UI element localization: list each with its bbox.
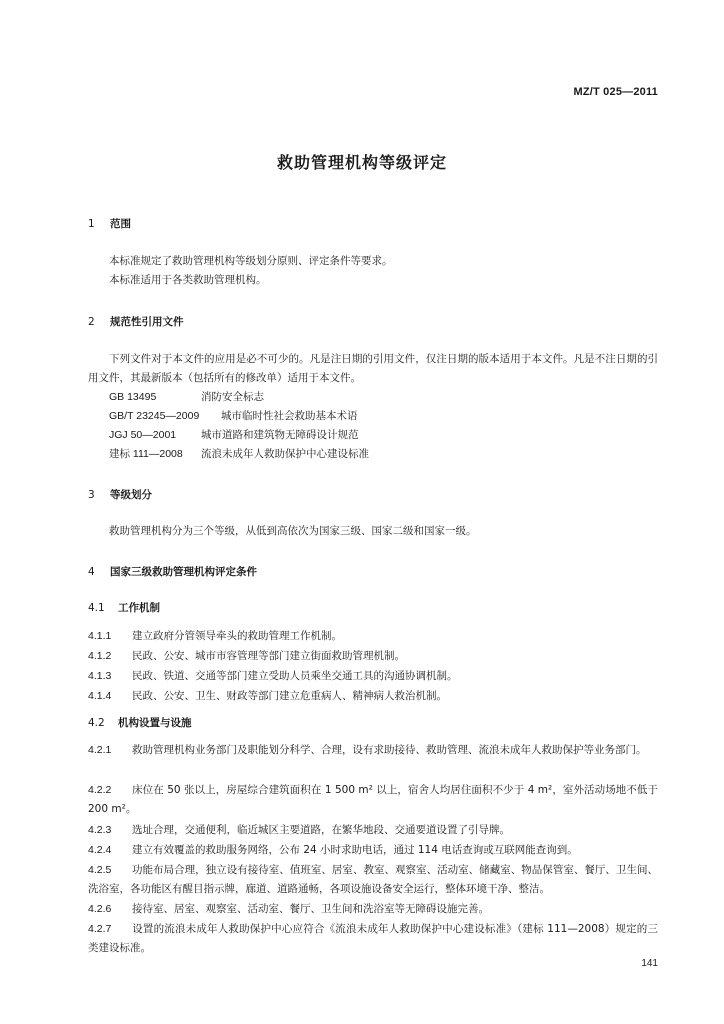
clause — [88, 687, 658, 706]
standard-code: MZ/T 025—2011 — [573, 86, 658, 98]
reference-title: 城市道路和建筑物无障碍设计规范 — [201, 429, 359, 441]
clause-text: 设置的流浪未成年人救助保护中心应符合《流浪未成年人救助保护中心建设标准》（建标 111—2008）规定的三类建设标准。 — [88, 923, 658, 954]
clause-number: 4.2.5 — [88, 864, 112, 876]
section-number: 4 — [88, 566, 95, 578]
section-1-heading — [88, 216, 131, 231]
clause — [88, 627, 658, 646]
subsection-4-2-heading — [88, 715, 192, 730]
section-3-heading — [88, 487, 152, 502]
clause-text: 建立政府分管领导牵头的救助管理工作机制。 — [132, 630, 342, 642]
reference-code: 建标 111—2008 — [109, 448, 183, 460]
clause-text: 救助管理机构业务部门及职能划分科学、合理，设有求助接待、救助管理、流浪未成年人救助保护等业务部门。 — [132, 744, 647, 756]
clause-number: 4.2.4 — [88, 844, 112, 856]
section-number: 2 — [88, 316, 95, 328]
clause-number: 4.1.1 — [88, 630, 112, 642]
page-number: 141 — [641, 958, 658, 969]
section-2-heading — [88, 314, 184, 329]
section-number: 3 — [88, 489, 95, 501]
reference-code: GB 13495 — [109, 391, 157, 403]
clause — [88, 821, 658, 840]
clause — [88, 781, 658, 819]
section-title: 规范性引用文件 — [110, 316, 184, 328]
clause-number: 4.2.6 — [88, 903, 112, 915]
clause-text: 民政、公安、卫生、财政等部门建立危重病人、精神病人救治机制。 — [132, 690, 447, 702]
reference-code: JGJ 50—2001 — [109, 429, 177, 441]
clause — [88, 741, 658, 760]
clause-text: 民政、铁道、交通等部门建立受助人员乘坐交通工具的沟通协调机制。 — [132, 670, 458, 682]
section-title: 等级划分 — [110, 489, 152, 501]
document-title: 救助管理机构等级评定 — [276, 153, 447, 172]
clause-number: 4.2.2 — [88, 784, 112, 796]
clause — [88, 667, 658, 686]
clause-text: 建立有效覆盖的救助服务网络，公布 24 小时求助电话，通过 114 电话查询或互联网能查询到。 — [132, 844, 578, 856]
clause-number: 4.1.3 — [88, 670, 112, 682]
reference-item — [109, 388, 264, 407]
clause-number: 4.1.2 — [88, 650, 112, 662]
subsection-title: 机构设置与设施 — [118, 717, 192, 729]
clause-text: 床位在 50 张以上，房屋综合建筑面积在 1 500 m² 以上，宿舍人均居住面积不少于 4 m²，室外活动场地不低于 200 m²。 — [88, 784, 658, 815]
paragraph: 本标准规定了救助管理机构等级划分原则、评定条件等要求。 — [109, 255, 393, 267]
paragraph: 本标准适用于各类救助管理机构。 — [109, 274, 267, 286]
clause-number: 4.2.1 — [88, 744, 112, 756]
subsection-number: 4.1 — [88, 602, 105, 614]
clause-number: 4.2.3 — [88, 824, 112, 836]
clause — [88, 920, 658, 958]
section-title: 国家三级救助管理机构评定条件 — [110, 566, 257, 578]
subsection-title: 工作机制 — [118, 602, 160, 614]
clause-number: 4.1.4 — [88, 690, 112, 702]
reference-item — [109, 407, 358, 426]
section-number: 1 — [88, 218, 95, 230]
clause-number: 4.2.7 — [88, 923, 112, 935]
clause — [88, 861, 658, 899]
clause-text: 民政、公安、城市市容管理等部门建立街面救助管理机制。 — [132, 650, 405, 662]
section-title: 范围 — [110, 218, 131, 230]
reference-title: 流浪未成年人救助保护中心建设标准 — [201, 448, 369, 460]
reference-title: 城市临时性社会救助基本术语 — [221, 410, 358, 422]
clause — [88, 841, 658, 860]
paragraph: 下列文件对于本文件的应用是必不可少的。凡是注日期的引用文件，仅注日期的版本适用于本文件。凡是不注日期的引用文件，其最新版本（包括所有的修改单）适用于本文件。 — [88, 353, 658, 384]
clause-text: 功能布局合理，独立设有接待室、值班室、居室、教室、观察室、活动室、储藏室、物品保管室、餐厅、卫生间、洗浴室，各功能区有醒目指示牌，廊道、道路通畅，各项设施设备安全运行，整体环境干净、整洁。 — [88, 864, 658, 895]
section-4-heading — [88, 564, 257, 579]
clause — [88, 900, 658, 919]
clause-text: 选址合理，交通便利，临近城区主要道路，在繁华地段、交通要道设置了引导牌。 — [132, 824, 510, 836]
reference-item — [109, 445, 369, 464]
paragraph: 救助管理机构分为三个等级，从低到高依次为国家三级、国家二级和国家一级。 — [109, 525, 477, 537]
subsection-4-1-heading — [88, 600, 160, 615]
reference-code: GB/T 23245—2009 — [109, 410, 200, 422]
reference-title: 消防安全标志 — [201, 391, 264, 403]
reference-item — [109, 426, 359, 445]
clause — [88, 647, 658, 666]
clause-text: 接待室、居室、观察室、活动室、餐厅、卫生间和洗浴室等无障碍设施完善。 — [132, 903, 489, 915]
subsection-number: 4.2 — [88, 717, 105, 729]
